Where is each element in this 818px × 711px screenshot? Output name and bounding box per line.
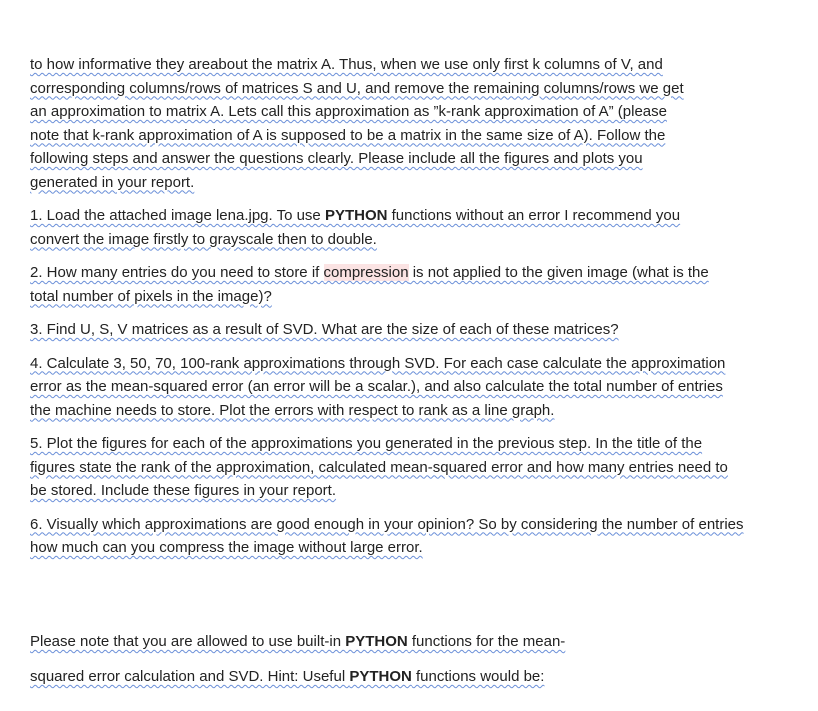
note-2-python-bold: PYTHON (349, 668, 412, 685)
question-2-text-end: is not applied to the given image (what is the total number of pixels in the image)? (30, 264, 709, 305)
intro-line-5: following steps and answer the questions clearly. Please include all the figures and plots you (30, 150, 643, 167)
note-line-2 (30, 665, 770, 689)
question-4: 4. Calculate 3, 50, 70, 100-rank approximations through SVD. For each case calculate the approximation error as the mean-squared error (an error will be a scalar.), and also calculate the total number of entries the machine needs to store. Plot the errors with respect to rank as a line graph. (30, 354, 726, 419)
question-3: 3. Find U, S, V matrices as a result of SVD. What are the size of each of these matrices? (30, 321, 619, 338)
note-1-python-bold: PYTHON (345, 633, 408, 650)
intro-line-4: note that k-rank approximation of A is supposed to be a matrix in the same size of A). Follow the (30, 126, 666, 144)
intro-line-6: generated in your report. (30, 173, 195, 191)
question-2-highlight-compression: compression (323, 264, 409, 281)
intro-line-3: an approximation to matrix A. Lets call this approximation as ”k-rank approximation of A” (please (30, 103, 667, 120)
note-2-text-end: functions would be: (411, 668, 545, 685)
intro-paragraph (30, 53, 758, 194)
question-2 (30, 261, 740, 308)
intro-line-1: to how informative they areabout the matrix A. Thus, when we use only first k columns of V, and (30, 56, 663, 73)
question-1-text-end: functions without an error I recommend you convert the image firstly to grayscale then to double. (30, 207, 681, 248)
question-5: 5. Plot the figures for each of the approximations you generated in the previous step. In the title of the figures state the rank of the approximation, calculated mean-squared error and how many entries need to be stored. Include these figures in your report. (30, 435, 728, 499)
note-2-text-start: squared error calculation and SVD. Hint: Useful (30, 668, 350, 685)
question-1-text-start: 1. Load the attached image lena.jpg. To use (30, 207, 325, 224)
note-1-text-end: functions for the mean- (407, 633, 566, 650)
note-line-1 (30, 630, 770, 654)
question-1-python-bold: PYTHON (324, 207, 388, 224)
intro-line-2: corresponding columns/rows of matrices S and U, and remove the remaining columns/rows we get (30, 79, 684, 97)
question-2-text-start: 2. How many entries do you need to store if (30, 264, 324, 281)
question-6: 6. Visually which approximations are good enough in your opinion? So by considering the number of entries how much can you compress the image without large error. (30, 515, 744, 556)
note-1-text-start: Please note that you are allowed to use built-in (30, 633, 346, 650)
question-1 (30, 204, 730, 251)
